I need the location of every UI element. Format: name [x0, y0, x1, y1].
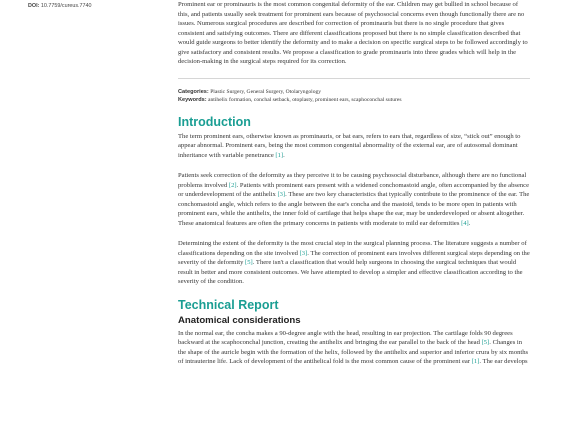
- technical-paragraph-1: [178, 329, 530, 367]
- reference-link[interactable]: [3]: [277, 191, 286, 198]
- intro-p2-d: .: [468, 219, 471, 227]
- categories-label: Categories:: [178, 88, 209, 95]
- abstract-text: Prominent ear or prominauris is the most common congenital deformity of the ear. Children may get bullied in school because of this, and patients usually seek treatment for prominent ears because of psychosocial concerns even though functionally there are no issues. Numerous surgical procedures are described for correction of prominauris but there is no single procedure that gives consistent and satisfying outcomes. There are different classifications proposed but there is no simple classification described that would guide surgeons to better identify the deformity and to make a decision on specific surgical steps to be followed accordingly to give satisfactory and consistent results. We propose a classification to grade prominauris into three grades which will help in the decision-making in the surgical steps required for its correction.: [178, 1, 528, 65]
- intro-p2-a: Patients seek correction of the deformity as they perceive it to be causing psychosocial disturbance, although there are no functional problems involved: [178, 172, 527, 189]
- technical-report-heading: Technical Report: [178, 297, 279, 312]
- doi-line: [28, 3, 92, 9]
- keywords-value: antihelix formation, conchal setback, otoplasty, prominent ears, scaphoconchal sutures: [208, 96, 402, 103]
- intro-paragraph-2: [178, 171, 530, 228]
- intro-paragraph-3: [178, 239, 530, 287]
- tech-p1-c: . The ear develops: [479, 358, 528, 365]
- tech-p1-b: . Changes in the shape of the auricle begin with the formation of the helix, followed by the antihelix and superior and inferior crura by six months of intrauterine life. Lack of development of the antihelical fold is the most common cause of the prominent ear: [178, 339, 529, 365]
- article-body: [178, 0, 530, 378]
- reference-link[interactable]: [5]: [481, 339, 490, 346]
- reference-link[interactable]: [5]: [245, 259, 253, 266]
- categories-value: Plastic Surgery, General Surgery, Otolaryngology: [210, 88, 322, 95]
- reference-link[interactable]: [1]: [275, 151, 284, 159]
- reference-link[interactable]: [1]: [471, 358, 480, 365]
- reference-link[interactable]: [4]: [461, 219, 469, 227]
- intro-paragraph-1: [178, 132, 530, 161]
- tech-p1-a: In the normal ear, the concha makes a 90-degree angle with the head, resulting in ear projection. The cartilage folds 90 degrees backward at the scaphoconchal junction, creating the antihelix and bringing the ear parallel to the back of the head: [178, 329, 513, 346]
- doi-label: DOI:: [28, 3, 40, 9]
- reference-link[interactable]: [3]: [299, 249, 308, 257]
- categories-line: [178, 88, 530, 96]
- reference-link[interactable]: [2]: [228, 181, 237, 189]
- anatomical-considerations-heading: Anatomical considerations: [178, 314, 301, 326]
- intro-p1-end: .: [283, 151, 285, 159]
- keywords-line: [178, 96, 530, 104]
- intro-p3-a: Determining the extent of the deformity is the most crucial step in the surgical planning process. The literature suggests a number of classifications depending on the site involved: [178, 240, 527, 257]
- intro-p3-b: . The correction of prominent ears involves different surgical steps depending on the severity of the deformity: [178, 249, 530, 266]
- intro-p2-c: . These are two key characteristics that typically contribute to the prominence of the ear. The conchomastoid angle, which refers to the angle between the ear's concha and the mastoid, tends to be more open in patients with prominent ears, while the antihelix, the inner fold of cartilage that helps shape the ear, may be underdeveloped or absent altogether. These anatomical features are often the primary concerns in patients with moderate to mild ear deformities: [178, 191, 530, 227]
- abstract-divider: [178, 78, 530, 79]
- doi-value[interactable]: 10.7759/cureus.7740: [40, 3, 92, 9]
- introduction-heading: Introduction: [178, 114, 251, 129]
- intro-p2-b: . Patients with prominent ears present with a widened conchomastoid angle, often accompanied by the absence or underdevelopment of the antihelix: [178, 181, 530, 198]
- intro-p1-text: The term prominent ears, otherwise known as prominauris, or bat ears, refers to ears that, regardless of size, “stick out” enough to appear abnormal. Prominent ears, being the most common congenital abnormality of the external ear, are of autosomal dominant inheritance with variable penetrance: [178, 132, 521, 159]
- intro-p3-c: . There isn't a classification that would help surgeons in choosing the surgical techniques that would result in better and more consistent outcomes. We have attempted to develop a simpler and effective classification according to the severity of the condition.: [178, 259, 523, 285]
- keywords-label: Keywords:: [178, 96, 207, 103]
